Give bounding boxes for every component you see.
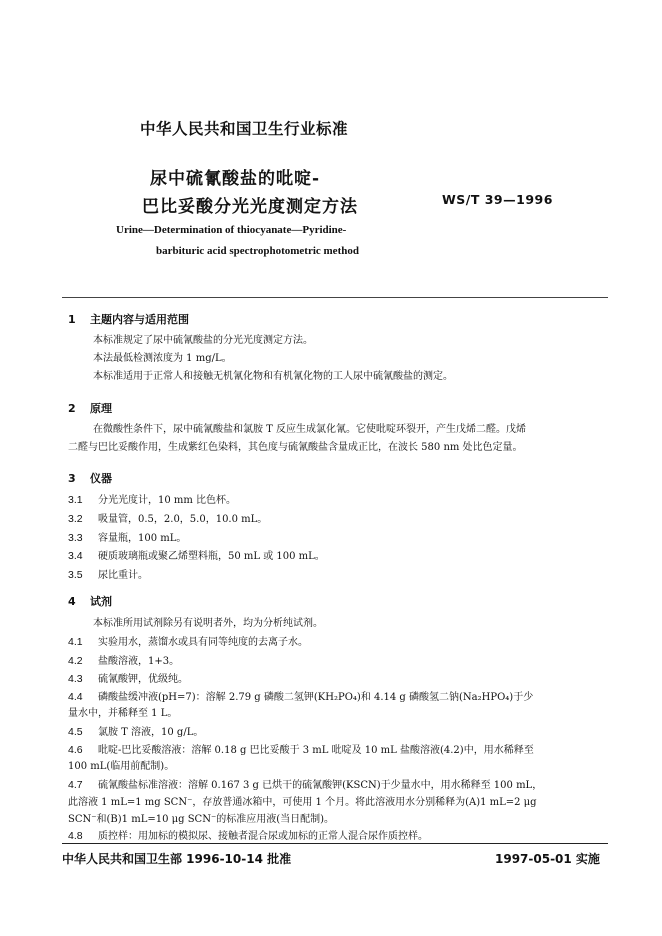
item-text: 盐酸溶液，1+3。 — [98, 656, 180, 667]
footer-divider — [62, 843, 608, 844]
reagent-item — [68, 723, 203, 742]
issuing-authority-header: 中华人民共和国卫生行业标准 — [140, 120, 349, 138]
item-text: 硫氰酸钾，优级纯。 — [98, 674, 188, 685]
section-2-paragraph-line1: 在微酸性条件下，尿中硫氰酸盐和氯胺 T 反应生成氯化氰。它使吡啶环裂开，产生戊烯二醛。戊烯 — [93, 424, 527, 435]
section-number: 2 — [68, 402, 76, 415]
item-number: 4.6 — [68, 744, 83, 756]
section-number: 4 — [68, 595, 76, 608]
item-text: 硬质玻璃瓶或聚乙烯塑料瓶，50 mL 或 100 mL。 — [98, 551, 325, 562]
instrument-item — [68, 529, 186, 548]
section-title: 原理 — [90, 402, 112, 415]
section-4-heading — [68, 593, 112, 609]
item-number: 4.2 — [68, 655, 83, 667]
item-text-line1: 磷酸盐缓冲液(pH=7)：溶解 2.79 g 磷酸二氢钾(KH₂PO₄)和 4.14 g 磷酸氢二钠(Na₂HPO₄)于少 — [98, 692, 534, 703]
section-3-heading — [68, 470, 112, 486]
title-cn-line2: 巴比妥酸分光光度测定方法 — [142, 197, 358, 217]
reagent-item-continuation: 此溶液 1 mL=1 mg SCN⁻，存放普通冰箱中，可使用 1 个月。将此溶液用水分别稀释为(A)1 mL=2 μg — [68, 797, 537, 808]
reagent-item — [68, 652, 179, 671]
reagent-item-continuation: SCN⁻和(B)1 mL=10 μg SCN⁻的标准应用液(当日配制)。 — [68, 814, 335, 825]
item-number: 4.5 — [68, 726, 83, 738]
item-number: 4.8 — [68, 830, 83, 842]
section-title: 主题内容与适用范围 — [90, 313, 189, 326]
item-text: 分光光度计，10 mm 比色杯。 — [98, 495, 237, 506]
title-en-line1: Urine—Determination of thiocyanate—Pyridine- — [116, 224, 347, 236]
instrument-item — [68, 510, 267, 529]
item-text: 容量瓶，100 mL。 — [98, 533, 187, 544]
section-1-paragraph-2: 本法最低检测浓度为 1 mg/L。 — [93, 353, 232, 364]
item-number: 3.3 — [68, 532, 83, 544]
instrument-item — [68, 491, 236, 510]
reagent-item — [68, 633, 308, 652]
title-en-line2: barbituric acid spectrophotometric method — [156, 245, 359, 257]
reagent-item-continuation: 量水中，并稀释至 1 L。 — [68, 708, 178, 719]
item-number: 3.2 — [68, 513, 83, 525]
item-number: 3.5 — [68, 569, 83, 581]
item-number: 4.7 — [68, 779, 83, 791]
section-number: 1 — [68, 313, 76, 326]
item-number: 4.1 — [68, 636, 83, 648]
reagent-item-continuation: 100 mL(临用前配制)。 — [68, 761, 175, 772]
item-text: 实验用水，蒸馏水或具有同等纯度的去离子水。 — [98, 637, 308, 648]
item-number: 3.4 — [68, 550, 83, 562]
section-1-paragraph-1: 本标准规定了尿中硫氰酸盐的分光光度测定方法。 — [93, 335, 313, 346]
item-text: 吸量管，0.5，2.0，5.0，10.0 mL。 — [98, 514, 268, 525]
section-1-heading — [68, 311, 189, 327]
item-text: 质控样：用加标的模拟尿、接触者混合尿或加标的正常人混合尿作质控样。 — [98, 831, 428, 842]
section-title: 试剂 — [90, 595, 112, 608]
item-text-line1: 硫氰酸盐标准溶液：溶解 0.167 3 g 已烘干的硫氰酸钾(KSCN)于少量水中，用水稀释至 100 mL， — [98, 780, 543, 791]
section-2-heading — [68, 400, 112, 416]
standard-code: WS/T 39—1996 — [442, 192, 553, 207]
section-4-intro: 本标准所用试剂除另有说明者外，均为分析纯试剂。 — [93, 618, 323, 629]
item-number: 4.3 — [68, 673, 83, 685]
section-2-paragraph-line2: 二醛与巴比妥酸作用，生成紫红色染料，其色度与硫氰酸盐含量成正比，在波长 580 nm 处比色定量。 — [68, 442, 523, 453]
reagent-item — [68, 670, 188, 689]
instrument-item — [68, 566, 148, 585]
section-title: 仪器 — [90, 472, 112, 485]
reagent-item — [68, 776, 542, 795]
item-text-line1: 吡啶-巴比妥酸溶液：溶解 0.18 g 巴比妥酸于 3 mL 吡啶及 10 mL 盐酸溶液(4.2)中，用水稀释至 — [98, 745, 534, 756]
item-text: 氯胺 T 溶液，10 g/L。 — [98, 727, 204, 738]
item-text: 尿比重计。 — [98, 570, 148, 581]
section-1-paragraph-3: 本标准适用于正常人和接触无机氰化物和有机氰化物的工人尿中硫氰酸盐的测定。 — [93, 371, 453, 382]
approval-date: 中华人民共和国卫生部 1996-10-14 批准 — [62, 852, 292, 866]
effective-date: 1997-05-01 实施 — [495, 852, 600, 866]
section-number: 3 — [68, 472, 76, 485]
item-number: 4.4 — [68, 691, 83, 703]
title-cn-line1: 尿中硫氰酸盐的吡啶- — [150, 169, 321, 189]
instrument-item — [68, 547, 325, 566]
header-divider — [62, 297, 608, 298]
item-number: 3.1 — [68, 494, 83, 506]
